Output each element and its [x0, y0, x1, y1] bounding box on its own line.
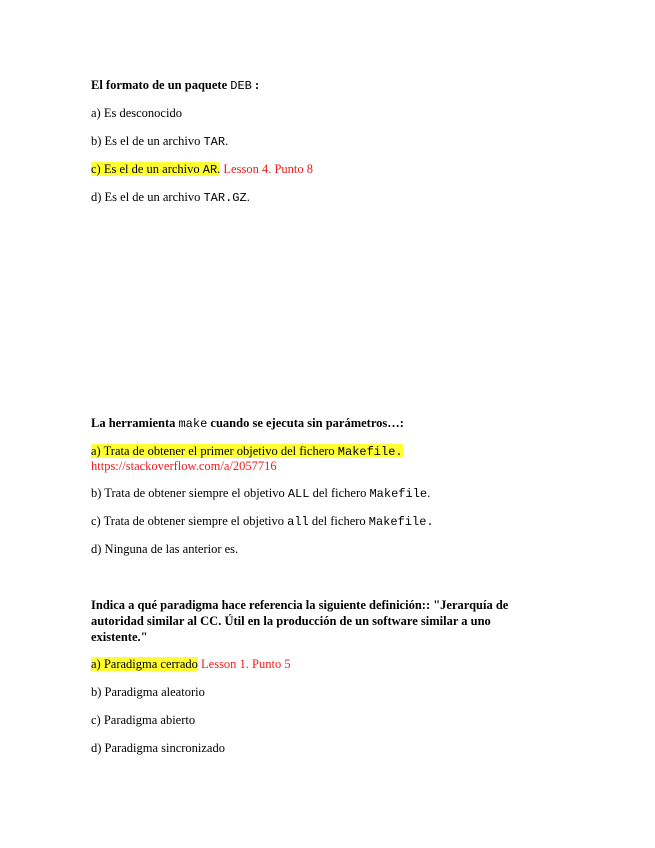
q2-option-b: b) Trata de obtener siempre el objetivo ALL del fichero Makefile.: [91, 486, 431, 501]
code-deb: DEB: [230, 79, 252, 93]
q3-option-b: b) Paradigma aleatorio: [91, 685, 205, 699]
question-2-title: La herramienta make cuando se ejecuta sin parámetros…:: [91, 416, 404, 431]
q2-option-c: c) Trata de obtener siempre el objetivo all del fichero Makefile.: [91, 514, 434, 529]
highlighted-answer: a) Paradigma cerrado: [91, 657, 198, 671]
question-1-title: El formato de un paquete DEB :: [91, 78, 260, 93]
code-make: make: [178, 417, 208, 431]
lesson-reference: Lesson 4. Punto 8: [220, 162, 314, 176]
q3-option-c: c) Paradigma abierto: [91, 713, 196, 727]
lesson-reference: Lesson 1. Punto 5: [197, 657, 291, 671]
highlighted-answer: a) Trata de obtener el primer objetivo del fichero Makefile.: [91, 444, 403, 459]
highlighted-answer: c) Es el de un archivo AR.: [91, 162, 221, 177]
q2-option-d: d) Ninguna de las anterior es.: [91, 542, 239, 556]
q3-option-a: [91, 656, 571, 672]
q1-option-b: b) Es el de un archivo TAR.: [91, 134, 229, 149]
q1-option-c: [91, 161, 571, 178]
question-3-title: Indica a qué paradigma hace referencia la siguiente definición:: "Jerarquía de autoridad similar al CC. Útil en la producción de un software similar a uno existente.": [91, 598, 509, 644]
q1-option-a: a) Es desconocido: [91, 106, 182, 120]
stackoverflow-link[interactable]: https://stackoverflow.com/a/2057716: [91, 459, 277, 473]
q1-option-d: d) Es el de un archivo TAR.GZ.: [91, 190, 250, 205]
q3-option-d: d) Paradigma sincronizado: [91, 741, 225, 755]
